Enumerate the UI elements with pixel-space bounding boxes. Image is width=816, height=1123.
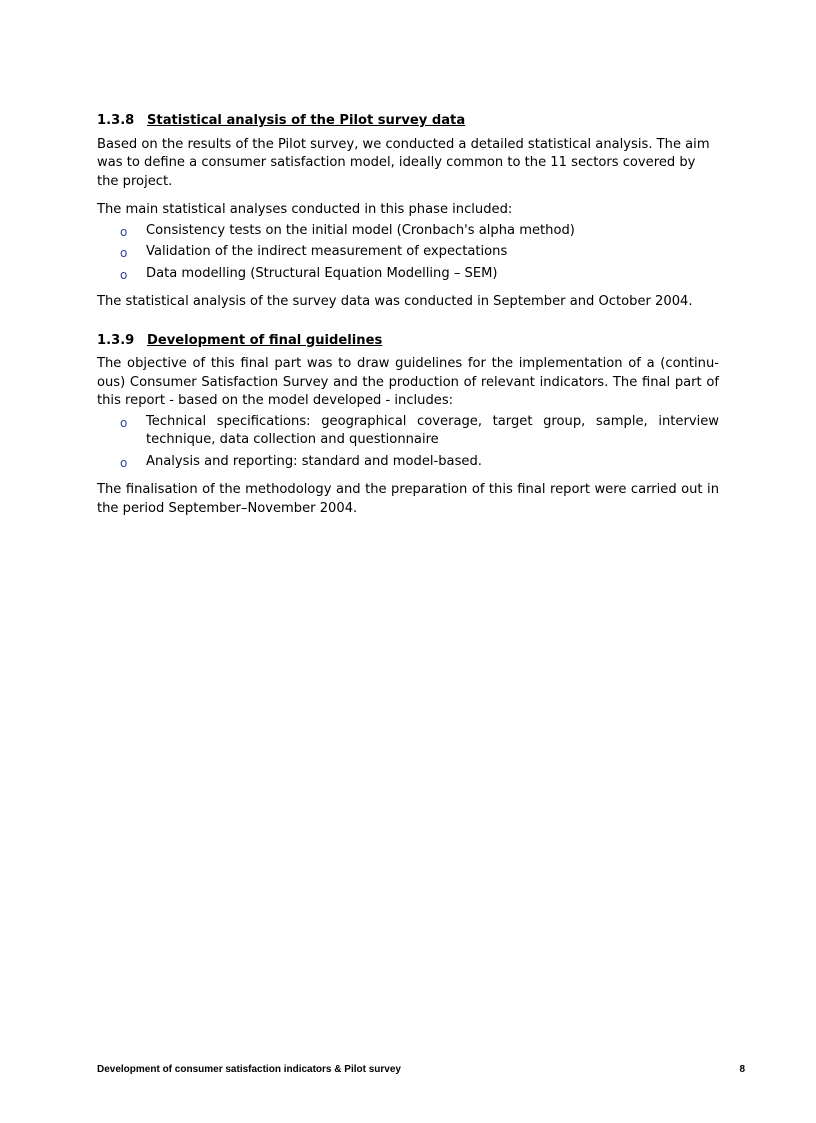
- paragraph: The finalisation of the methodology and the preparation of this final report were carried out in the period September–November 2004.: [97, 482, 719, 516]
- bullet-circle-icon: o: [120, 246, 128, 260]
- bullet-circle-icon: o: [120, 415, 128, 430]
- page-number: 8: [739, 1064, 745, 1075]
- section-number: 1.3.9: [97, 332, 135, 348]
- section-heading-1-3-9: [97, 332, 719, 351]
- bullet-list: [97, 222, 719, 284]
- bullet-circle-icon: o: [120, 224, 128, 239]
- list-item: o Consistency tests on the initial model (Cronbach's alpha method): [97, 222, 719, 241]
- paragraph: The main statistical analyses conducted in this phase included:: [97, 202, 513, 217]
- list-item: o Analysis and reporting: standard and model-based.: [97, 453, 719, 472]
- bullet-circle-icon: o: [120, 455, 128, 470]
- paragraph: Based on the results of the Pilot survey, we conducted a detailed statistical analysis. The aim was to define a consumer satisfaction model, ideally common to the 11 sectors covered by the project.: [97, 136, 710, 189]
- list-item: o Data modelling (Structural Equation Modelling – SEM): [97, 265, 719, 284]
- paragraph: The statistical analysis of the survey data was conducted in September and October 2004.: [97, 294, 693, 309]
- section-title: Development of final guidelines: [147, 332, 383, 348]
- list-item: o Validation of the indirect measurement of expectations: [97, 243, 719, 262]
- page-footer: [97, 1064, 745, 1075]
- section-title: Statistical analysis of the Pilot survey data: [147, 113, 466, 128]
- paragraph: The objective of this final part was to draw guidelines for the implementation of a (continu-ous) Consumer Satisfaction Survey and the production of relevant indicators. The final part of this report - based on the model developed - includes:: [97, 356, 719, 408]
- page-content: [97, 112, 719, 528]
- list-item: o Technical specifications: geographical coverage, target group, sample, interview technique, data collection and questionnaire: [120, 413, 719, 447]
- footer-title: Development of consumer satisfaction indicators & Pilot survey: [97, 1064, 401, 1075]
- section-number: 1.3.8: [97, 113, 135, 128]
- section-heading-1-3-8: [97, 112, 719, 131]
- bullet-circle-icon: o: [120, 267, 128, 282]
- bullet-list: [97, 413, 719, 472]
